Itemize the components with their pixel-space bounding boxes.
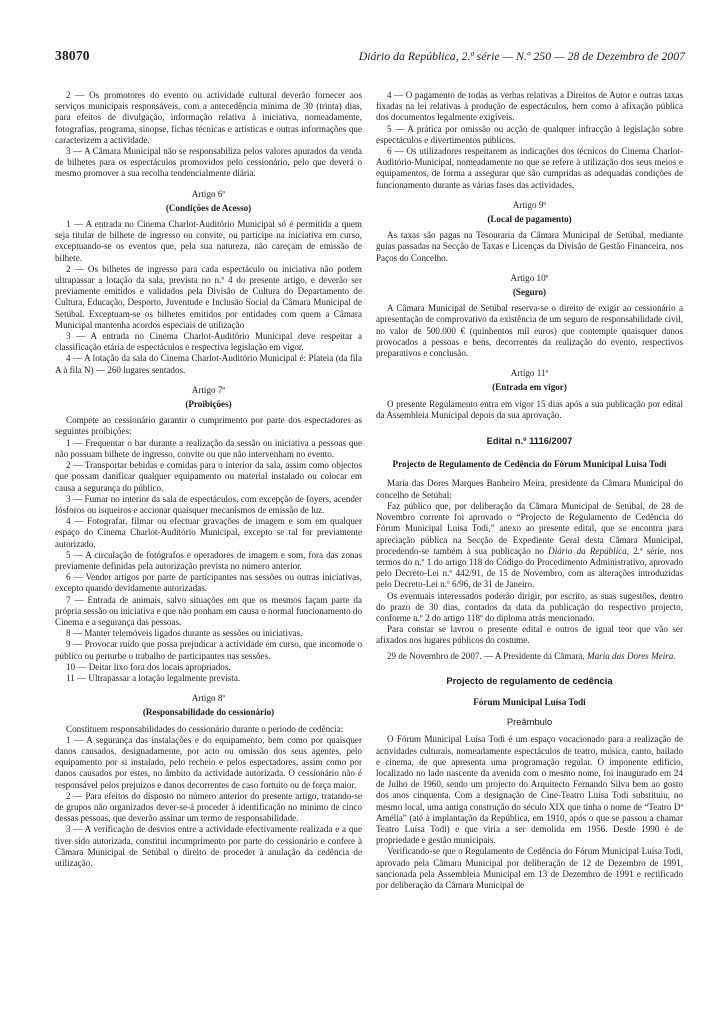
preamble-heading: Preâmbulo bbox=[506, 716, 553, 728]
paragraph: 4 — Fotografar, filmar ou efectuar gravações de imagem e som em qualquer espaço do Cinema Charlot-Auditório Municipal, excepto se tal for previamente autorizado. bbox=[55, 516, 362, 549]
paragraph: 8 — Manter telemóveis ligados durante as sessões ou iniciativas. bbox=[66, 628, 303, 639]
paragraph-segment: 2.ª série, nos termos do n.º 1 do artigo 118 do Código do Procedimento Administrativo, aprovado pelo Decreto-Lei n.º 442/91, de 15 de Novembro, com as alterações introduzidas pelo Decreto-Lei n.º 6/96, de 31 de Janeiro. bbox=[376, 545, 683, 590]
article-subheading: (Entrada em vigor) bbox=[492, 382, 567, 393]
journal-name-italic: Diário da República, bbox=[548, 545, 630, 556]
paragraph: 3 — A Câmara Municipal não se responsabiliza pelos valores apurados da venda de bilhetes para os espectáculos promovidos pelo cessionário, pelo que deverá o mesmo promover a sua recolha tendencialmente diária. bbox=[55, 146, 362, 179]
page-header bbox=[0, 0, 723, 64]
edital-number-heading: Edital n.º 1116/2007 bbox=[486, 435, 573, 447]
signatory-name: Maria das Dores Meira. bbox=[587, 650, 676, 661]
paragraph: Compete ao cessionário garantir o cumprimento por parte dos espectadores as seguintes proibições: bbox=[55, 415, 362, 437]
two-column-content bbox=[0, 64, 723, 891]
paragraph: 7 — Entrada de animais, salvo situações em que os mesmos façam parte da própria sessão ou iniciativa e que não ponham em causa o normal funcionamento do Cinema e a segurança das pessoas. bbox=[55, 594, 362, 627]
paragraph: 1 — A segurança das instalações e do equipamento, bem como por quaisquer danos causados, designadamente, por acto ou omissão dos seus agentes, pelo equipamento por si instalado, pelo recheio e pelos espectadores, assim como por danos causados por estes, no âmbito da actividade autorizada. O cessionário não é responsável pelos prejuízos e danos decorrentes de caso fortuito ou de força maior. bbox=[55, 734, 362, 790]
page-number: 38070 bbox=[55, 48, 90, 63]
article-heading: Artigo 6º bbox=[191, 188, 226, 199]
paragraph: 5 — A prática por omissão ou acção de qualquer infracção à legislação sobre espectáculos e divertimentos públicos. bbox=[376, 123, 683, 145]
paragraph-segment: Faz público que, por deliberação da Câmara Municipal de Setúbal, de 28 de Novembro corrente foi aprovado o “Projecto de Regulamento de Cedência do Fórum Municipal Luisa Todi,” anexo ao presente edital, que se encontra para apreciação pública na Secção de Expediente Geral desta Câmara Municipal, procedendo-se também à sua publicação no bbox=[376, 500, 683, 556]
paragraph: 4 — A lotação da sala do Cinema Charlot-Auditório Municipal é: Plateia (da fila A à fila N) — 260 lugares sentados. bbox=[55, 353, 362, 375]
paragraph: Para constar se lavrou o presente edital e outros de igual teor que vão ser afixados nos lugares públicos do costume. bbox=[376, 624, 683, 646]
right-column bbox=[376, 90, 683, 891]
article-subheading: (Local de pagamento) bbox=[487, 214, 572, 225]
paragraph bbox=[376, 501, 683, 591]
article-heading: Artigo 10º bbox=[510, 272, 549, 283]
paragraph: O Fórum Municipal Luísa Todi é um espaço vocacionado para a realização de actividades culturais, nomeadamente espectáculos de teatro, música, canto, bailado e cinema, de que apresenta uma programação regular. O imponente edifício, localizado no lado nascente da avenida com o mesmo nome, foi inaugurado em 24 de Julho de 1960, sendo um projecto do Arquitecto Fernando Silva bem ao gosto dos anos cinquenta. Com a designação de Cine-Teatro Luísa Todi substituiu, no mesmo local, uma antiga construção do século XIX que tinha o nome de “Teatro Dª Amélia” (até à implantação da República, em 1910, após o que se passou a chamar Teatro Luísa Todi) e que viria a ser demolida em 1956. Desde 1990 é de propriedade e gestão municipais. bbox=[376, 734, 683, 846]
paragraph: Constituem responsabilidades do cessionário durante o período de cedência: bbox=[66, 723, 344, 734]
article-heading: Artigo 8º bbox=[191, 693, 226, 704]
paragraph: As taxas são pagas na Tesouraria da Câmara Municipal de Setúbal, mediante guias passadas na Secção de Taxas e Licenças da Divisão de Gestão Financeira, nos Paços do Concelho. bbox=[376, 230, 683, 263]
article-heading: Artigo 11º bbox=[510, 368, 549, 379]
paragraph: 1 — Frequentar o bar durante a realização da sessão ou iniciativa a pessoas que não possuam bilhete de ingresso, convite ou que não intervenham no evento. bbox=[55, 437, 362, 459]
article-heading: Artigo 9º bbox=[512, 199, 547, 210]
paragraph: Os eventuais interessados poderão dirigir, por escrito, as suas sugestões, dentro do prazo de 30 dias, contados da data da publicação do respectivo projecto, conforme n.º 2 do artigo 118º do diploma atrás mencionado. bbox=[376, 590, 683, 623]
article-subheading: (Condições de Acesso) bbox=[165, 202, 252, 213]
paragraph: A Câmara Municipal de Setúbal reserva-se o direito de exigir ao cessionário a apresentação de comprovativo da existência de um seguro de responsabilidade civil, no valor de 500.000 € (quinhentos mil euros) que contemple quaisquer danos provocados a pessoas e bens, decorrentes da realização do evento, respectivos preparativos e conclusão. bbox=[376, 303, 683, 359]
article-heading: Artigo 7º bbox=[191, 384, 226, 395]
paragraph: 2 — Os promotores do evento ou actividade cultural deverão fornecer aos serviços municipais responsáveis, com a antecedência mínima de 30 (trinta) dias, para efeitos de divulgação, informação relativa à iniciativa, nomeadamente, fotografias, programa, sinopse, fichas técnicas e artísticas e outras informações que caracterizem a actividade. bbox=[55, 90, 362, 145]
signature-line bbox=[376, 651, 683, 662]
paragraph: 11 — Ultrapassar a lotação legalmente prevista. bbox=[66, 672, 241, 683]
regulation-heading: Projecto de regulamento de cedência bbox=[446, 674, 613, 686]
paragraph: O presente Regulamento entra em vigor 15 dias após a sua publicação por edital da Assembleia Municipal depois da sua aprovação. bbox=[376, 398, 683, 420]
paragraph: Maria das Dores Marques Banheiro Meira, presidente da Câmara Municipal do concelho de Setúbal: bbox=[376, 478, 683, 500]
signature-date: 29 de Novembro de 2007. — A Presidente da Câmara, bbox=[387, 650, 588, 661]
paragraph: 3 — A verificação de desvios entre a actividade efectivamente realizada e a que tiver sido autorizada, constitui incumprimento por parte do cessionário e confere à Câmara Municipal de Setúbal o direito de proceder à anulação da cedência de utilização. bbox=[55, 824, 362, 868]
article-subheading: (Seguro) bbox=[512, 287, 547, 298]
left-column bbox=[55, 90, 362, 891]
paragraph: 3 — Fumar no interior da sala de espectáculos, com excepção de foyers, acender fósforos ou isqueiros e accionar quaisquer mecanismos de emissão de luz. bbox=[55, 493, 362, 515]
regulation-title: Fórum Municipal Luísa Todi bbox=[473, 696, 586, 707]
paragraph: 2 — Os bilhetes de ingresso para cada espectáculo ou iniciativa não podem ultrapassar a lotação da sala, prevista no n.º 4 do presente artigo, e deverão ser previamente emitidos e validados pela Divisão de Cultura do Departamento de Cultura, Educação, Desporto, Juventude e Inclusão Social da Câmara Municipal de Setúbal. Exceptuam-se os bilhetes emitidos por entidades com quem a Câmara Municipal mantenha acordos especiais de utilização bbox=[55, 263, 362, 330]
paragraph: 5 — A circulação de fotógrafos e operadores de imagem e som, fora das zonas previamente definidas pela autorização prevista no número anterior. bbox=[55, 549, 362, 571]
paragraph: 6 — Os utilizadores respeitarem as indicações dos técnicos do Cinema Charlot-Auditório-Municipal, nomeadamente no que se refere à utilização dos seus meios e equipamentos, de forma a assegurar que são cumpridas as adequadas condições de funcionamento durante as várias fases das actividades. bbox=[376, 146, 683, 190]
paragraph: 3 — A entrada no Cinema Charlot-Auditório Municipal deve respeitar a classificação etária de espectáculos e respectiva legislação em vigor. bbox=[55, 331, 362, 353]
paragraph: 4 — O pagamento de todas as verbas relativas a Direitos de Autor e outras taxas fixadas na lei relativas à produção de espectáculos, bem como à afixação pública dos documentos legalmente exigíveis. bbox=[376, 90, 683, 123]
paragraph: 6 — Vender artigos por parte de participantes nas sessões ou outras iniciativas, excepto quando devidamente autorizadas. bbox=[55, 572, 362, 594]
paragraph: Verificando-se que o Regulamento de Cedência do Fórum Municipal Luísa Todi, aprovado pela Câmara Municipal por deliberação de 12 de Dezembro de 1991, sancionada pela Assembleia Municipal em 13 de Dezembro de 1991 e rectificado por deliberação da Câmara Municipal de bbox=[376, 846, 683, 890]
paragraph: 1 — A entrada no Cinema Charlot-Auditório Municipal só é permitida a quem seja titular de bilhete de ingresso ou convite, ou participe na iniciativa em curso, exceptuando-se os eventos que, pela sua natureza, não careçam de emissão de bilhete. bbox=[55, 219, 362, 263]
paragraph: 2 — Transportar bebidas e comidas para o interior da sala, assim como objectos que possam danificar qualquer equipamento ou material instalado ou colocar em causa a segurança do público. bbox=[55, 460, 362, 493]
article-subheading: (Responsabilidade do cessionário) bbox=[142, 707, 275, 718]
paragraph: 9 — Provocar ruído que possa prejudicar a actividade em curso, que incomode o público ou perturbe o trabalho de participantes nas sessões. bbox=[55, 639, 362, 661]
paragraph: 10 — Deitar lixo fora dos locais apropriados. bbox=[66, 661, 231, 672]
journal-issue-line: Diário da República, 2.ª série — N.º 250 — 28 de Dezembro de 2007 bbox=[358, 49, 685, 63]
paragraph: 2 — Para efeitos do disposto no número anterior do presente artigo, tratando-se de grupos não organizados dever-se-á proceder à identificação no mínimo de cinco dessas pessoas, que deverão assinar um termo de responsabilidade. bbox=[55, 790, 362, 824]
article-subheading: (Proibições) bbox=[185, 399, 232, 410]
edital-title: Projecto de Regulamento de Cedência do Fórum Municipal Luisa Todi bbox=[392, 459, 667, 470]
